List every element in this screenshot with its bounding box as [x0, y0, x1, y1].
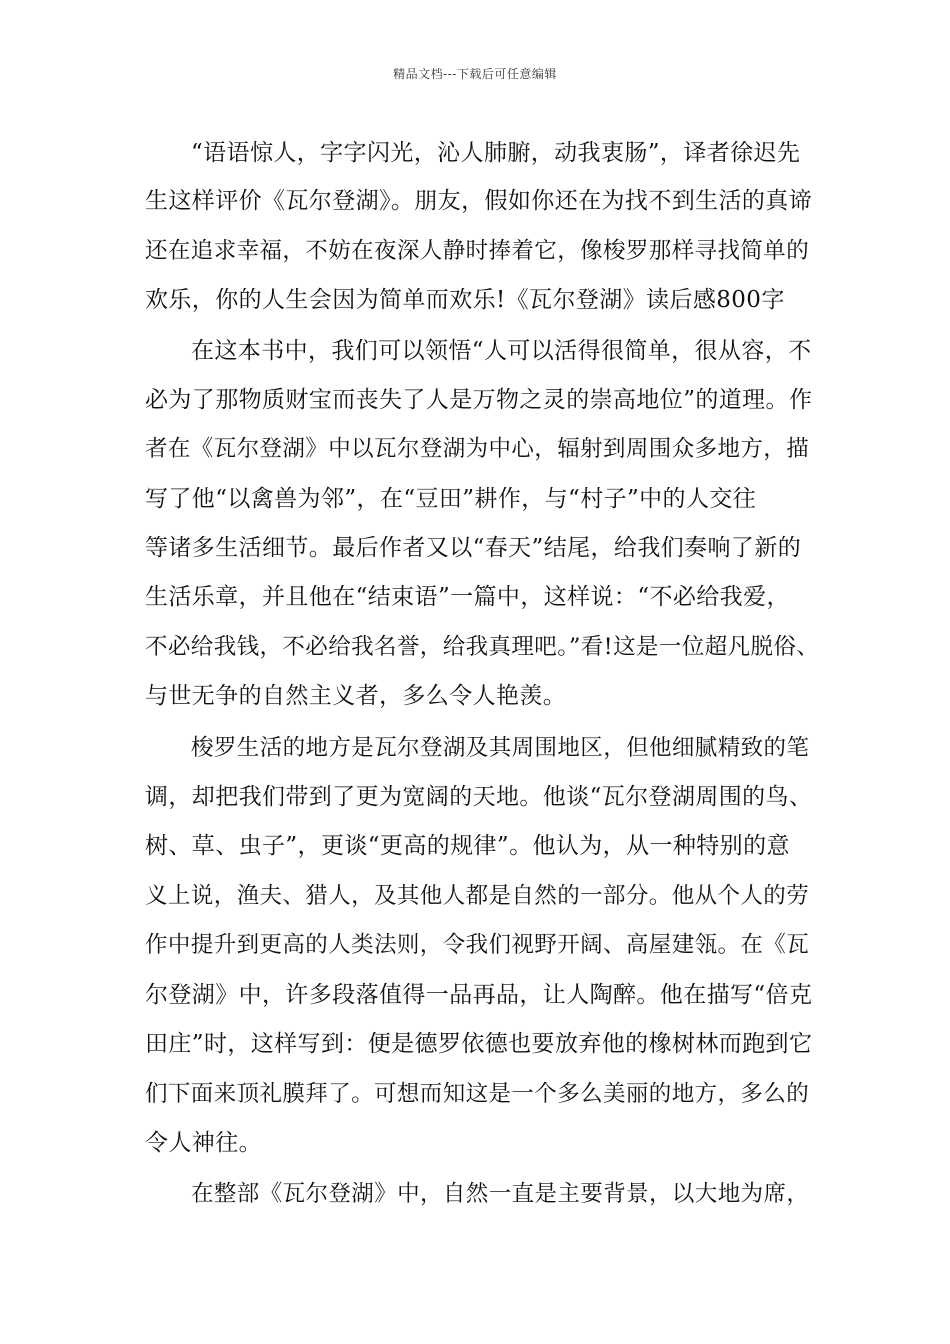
text-line: 作中提升到更高的人类法则，令我们视野开阔、高屋建瓴。在《瓦 — [145, 932, 810, 958]
text-line: 还在追求幸福，不妨在夜深人静时捧着它，像梭罗那样寻找简单的 — [145, 238, 810, 264]
text-line: 生这样评价《瓦尔登湖》。朋友，假如你还在为找不到生活的真谛 — [145, 188, 813, 214]
text-line: 者在《瓦尔登湖》中以瓦尔登湖为中心，辐射到周围众多地方，描 — [145, 436, 810, 462]
text-line: 必为了那物质财宝而丧失了人是万物之灵的崇高地位”的道理。作 — [145, 387, 813, 413]
text-line: 在这本书中，我们可以领悟“人可以活得很简单，很从容，不 — [191, 338, 812, 364]
text-line: 令人神往。 — [145, 1130, 262, 1156]
text-line: 田庄”时，这样写到：便是德罗依德也要放弃他的橡树林而跑到它 — [145, 1031, 813, 1057]
text-line: 欢乐，你的人生会因为简单而欢乐!《瓦尔登湖》读后感800字 — [145, 287, 785, 313]
page-header: 精品文档---下载后可任意编辑 — [393, 67, 557, 81]
text-line: 调，却把我们带到了更为宽阔的天地。他谈“瓦尔登湖周围的鸟、 — [145, 784, 813, 810]
text-line: 在整部《瓦尔登湖》中，自然一直是主要背景，以大地为席， — [191, 1181, 810, 1207]
text-line: 树、草、虫子”，更谈“更高的规律”。他认为，从一种特别的意 — [145, 833, 790, 859]
text-line: 等诸多生活细节。最后作者又以“春天”结尾，给我们奏响了新的 — [145, 535, 802, 561]
text-line: 梭罗生活的地方是瓦尔登湖及其周围地区，但他细腻精致的笔 — [191, 735, 810, 761]
text-line: 不必给我钱，不必给我名誉，给我真理吧。”看!这是一位超凡脱俗、 — [145, 634, 820, 660]
text-line: 与世无争的自然主义者，多么令人艳羡。 — [145, 683, 567, 709]
text-line: “语语惊人，字字闪光，沁人肺腑，动我衷肠”，译者徐迟先 — [191, 140, 801, 166]
text-line: 写了他“以禽兽为邻”，在“豆田”耕作，与“村子”中的人交往 — [145, 486, 757, 512]
text-line: 们下面来顶礼膜拜了。可想而知这是一个多么美丽的地方，多么的 — [145, 1081, 810, 1107]
text-line: 生活乐章，并且他在“结束语”一篇中，这样说：“不必给我爱， — [145, 584, 790, 610]
text-line: 尔登湖》中，许多段落值得一品再品，让人陶醉。他在描写“倍克 — [145, 982, 813, 1008]
text-line: 义上说，渔夫、猎人，及其他人都是自然的一部分。他从个人的劳 — [145, 883, 810, 909]
